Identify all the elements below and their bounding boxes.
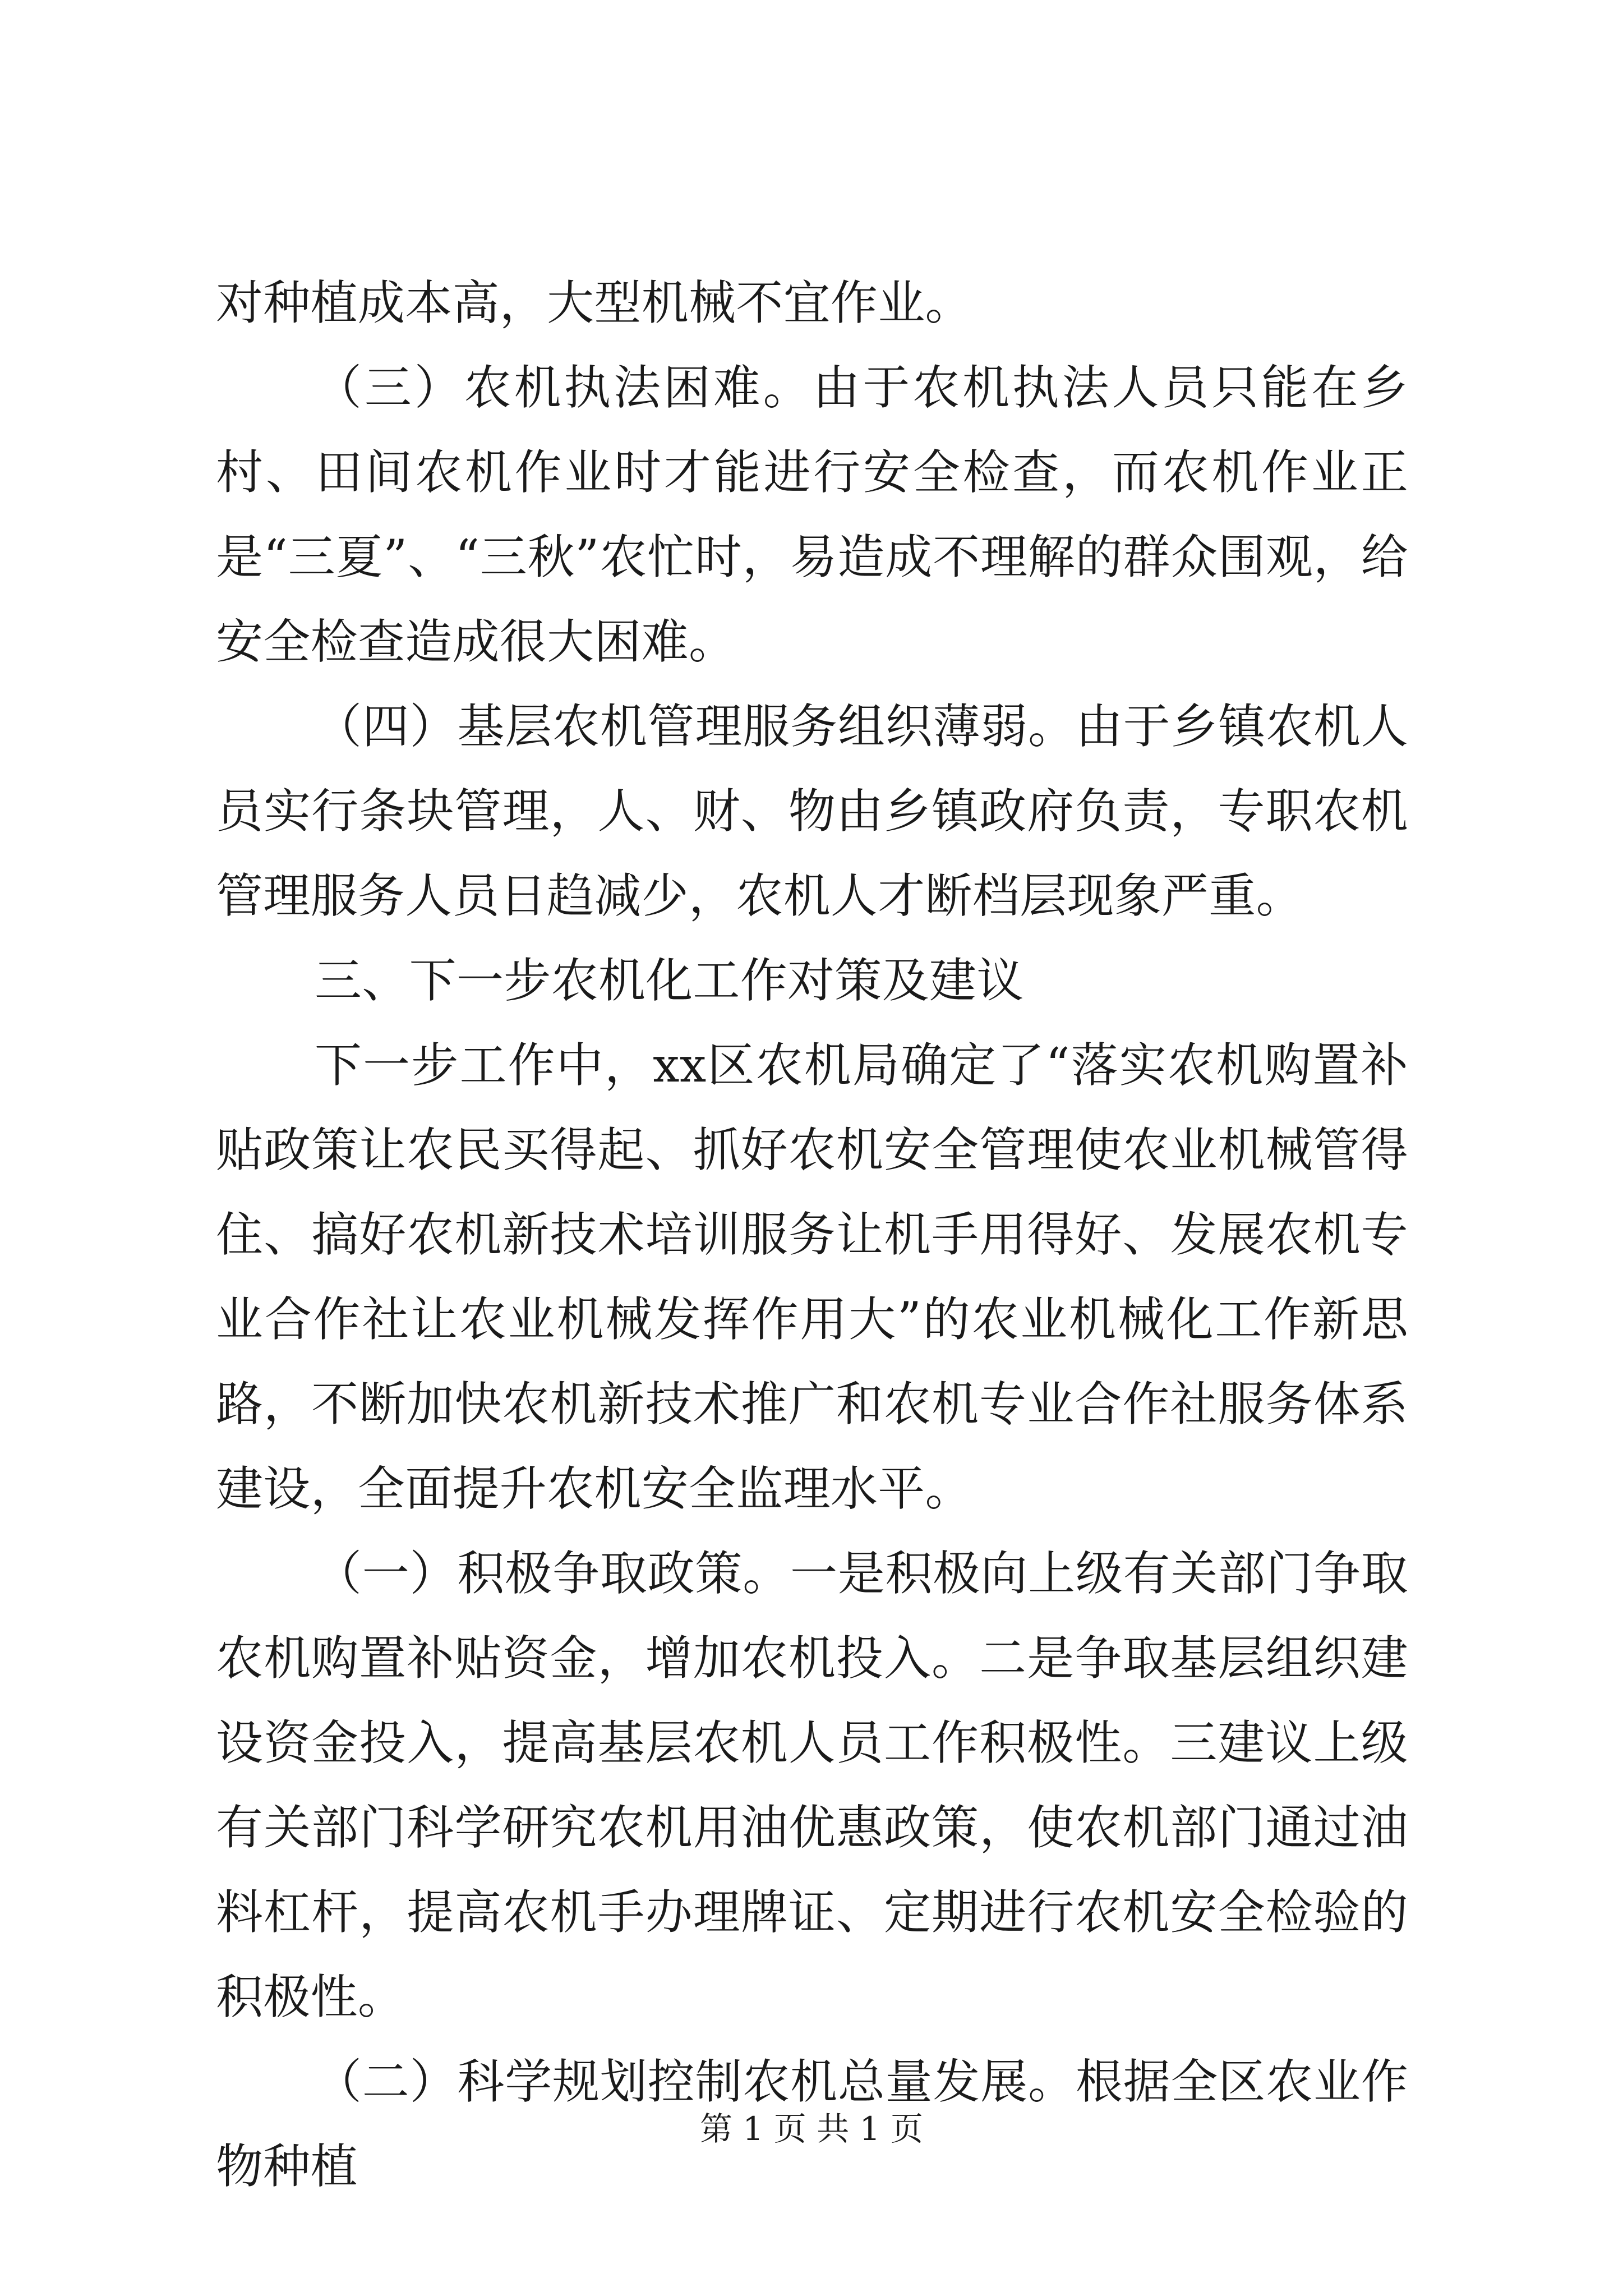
section-heading-next-steps: 三、下一步农机化工作对策及建议	[315, 953, 1024, 1008]
document-body	[216, 261, 1408, 2209]
paragraph-planning: （二）科学规划控制农机总量发展。根据全区农业作物种植	[216, 2054, 1408, 2194]
page-footer: 第 1 页 共 1 页	[700, 2110, 923, 2148]
paragraph-law-enforcement: （三）农机执法困难。由于农机执法人员只能在乡村、田间农机作业时才能进行安全检查，而农机作业正是“三夏”、“三秋”农忙时，易造成不理解的群众围观，给安全检查造成很大困难。	[216, 360, 1408, 669]
paragraph-policy: （一）积极争取政策。一是积极向上级有关部门争取农机购置补贴资金，增加农机投入。二是争取基层组织建设资金投入，提高基层农机人员工作积极性。三建议上级有关部门科学研究农机用油优惠政策，使农机部门通过油料杠杆，提高农机手办理牌证、定期进行农机安全检验的积极性。	[216, 1546, 1408, 2024]
paragraph-continuation: 对种植成本高，大型机械不宜作业。	[216, 275, 972, 330]
paragraph-next-steps-intro: 下一步工作中，xx区农机局确定了“落实农机购置补贴政策让农民买得起、抓好农机安全管理使农业机械管得住、搞好农机新技术培训服务让机手用得好、发展农机专业合作社让农业机械发挥作用大”的农业机械化工作新思路，不断加快农机新技术推广和农机专业合作社服务体系建设，全面提升农机安全监理水平。	[216, 1038, 1408, 1516]
paragraph-grassroots-organization: （四）基层农机管理服务组织薄弱。由于乡镇农机人员实行条块管理，人、财、物由乡镇政府负责，专职农机管理服务人员日趋减少，农机人才断档层现象严重。	[216, 699, 1408, 923]
